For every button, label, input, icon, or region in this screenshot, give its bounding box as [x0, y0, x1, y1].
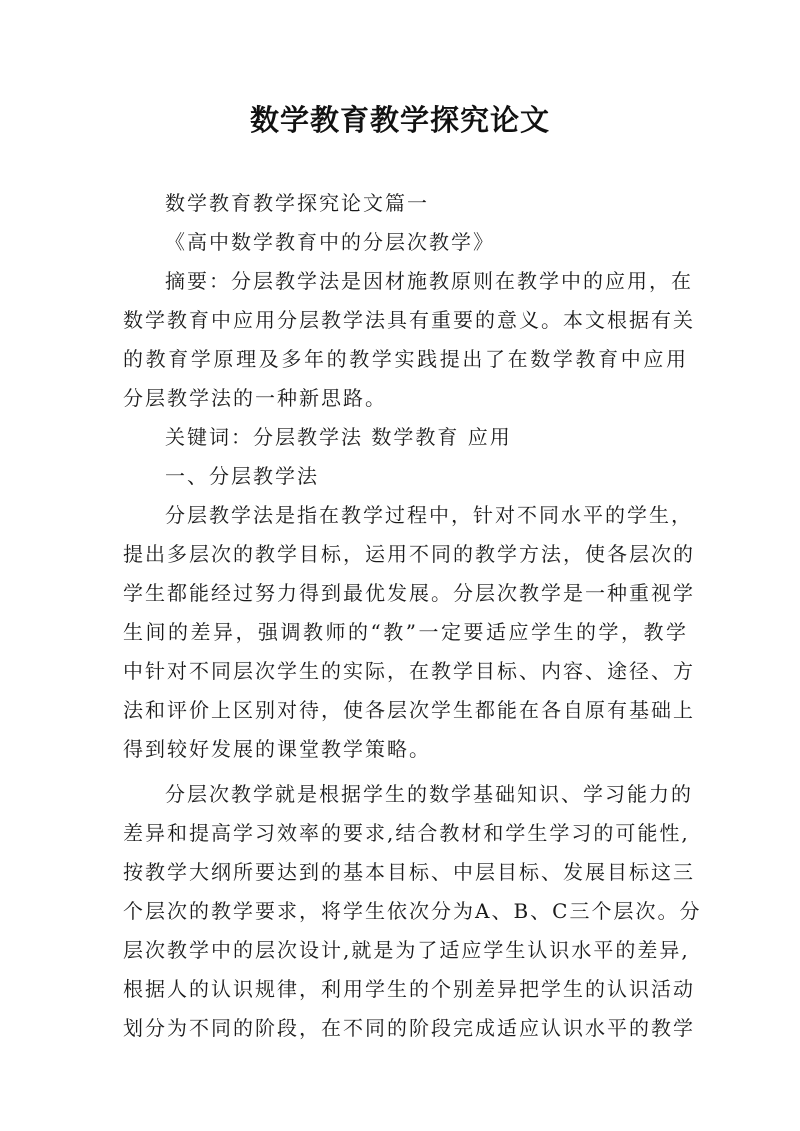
paragraph-line: 法和评价上区别对待，使各层次学生都能在各自原有基础上 [123, 698, 695, 722]
paragraph-line: 个层次的教学要求，将学生依次分为A、B、C三个层次。分 [123, 899, 702, 923]
paragraph-line: 根据人的认识规律，利用学生的个别差异把学生的认识活动 [123, 977, 695, 1001]
paragraph-line: 按教学大纲所要达到的基本目标、中层目标、发展目标这三 [123, 860, 695, 884]
subheading-paper-title: 《高中数学教育中的分层次教学》 [165, 230, 495, 254]
keywords-line: 关键词：分层教学法 数学教育 应用 [165, 425, 512, 449]
paragraph-line: 生间的差异，强调教师的“教”一定要适应学生的学，教学 [123, 620, 688, 644]
paragraph-line: 分层次教学就是根据学生的数学基础知识、学习能力的 [165, 782, 693, 806]
paragraph-line: 分层教学法是指在教学过程中，针对不同水平的学生， [165, 503, 693, 527]
paragraph-line: 学生都能经过努力得到最优发展。分层次教学是一种重视学 [123, 581, 695, 605]
abstract-line: 数学教育中应用分层教学法具有重要的意义。本文根据有关 [123, 308, 695, 332]
paragraph-line: 差异和提高学习效率的要求,结合教材和学生学习的可能性, [123, 821, 690, 845]
paragraph-line: 提出多层次的教学目标，运用不同的教学方法，使各层次的 [123, 542, 695, 566]
abstract-line: 分层教学法的一种新思路。 [123, 386, 387, 410]
paragraph-line: 划分为不同的阶段，在不同的阶段完成适应认识水平的教学 [123, 1016, 695, 1040]
abstract-line: 摘要：分层教学法是因材施教原则在教学中的应用，在 [165, 269, 693, 293]
section-heading: 一、分层教学法 [165, 464, 319, 488]
paragraph-line: 层次教学中的层次设计,就是为了适应学生认识水平的差异, [123, 938, 690, 962]
paragraph-line: 中针对不同层次学生的实际，在教学目标、内容、途径、方 [123, 659, 695, 683]
abstract-line: 的教育学原理及多年的教学实践提出了在数学教育中应用 [123, 347, 688, 371]
document-body [123, 184, 702, 1048]
page-title: 数学教育教学探究论文 [249, 103, 550, 137]
subheading-article: 数学教育教学探究论文篇一 [165, 191, 429, 215]
paragraph-line: 得到较好发展的课堂教学策略。 [123, 737, 431, 761]
